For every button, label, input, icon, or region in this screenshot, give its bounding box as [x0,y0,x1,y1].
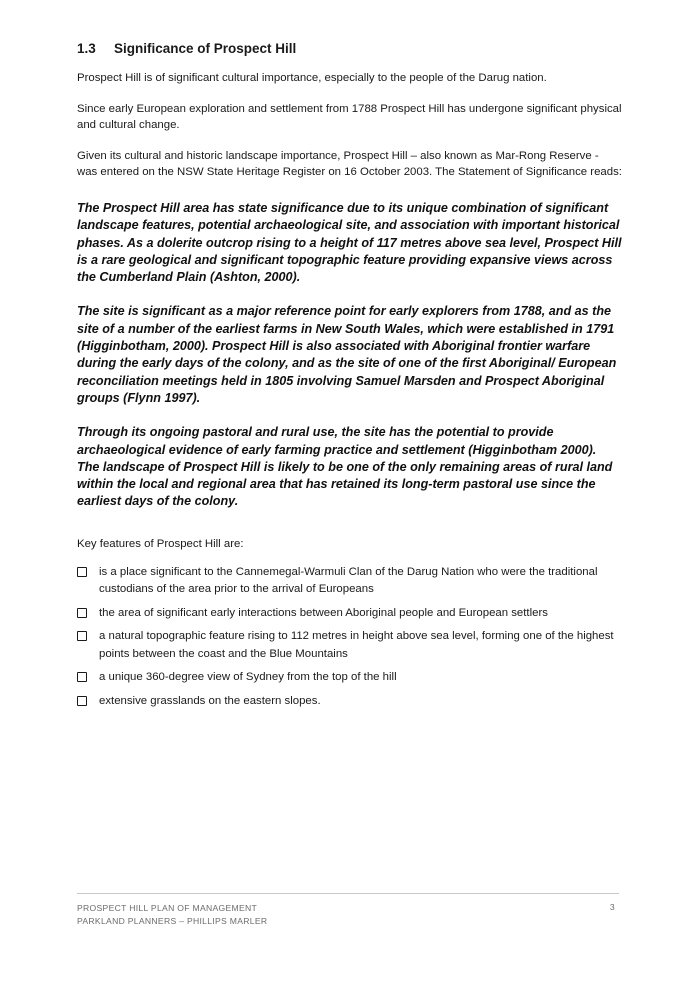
footer-authors: PARKLAND PLANNERS – PHILLIPS MARLER [77,915,268,926]
list-item [77,669,622,687]
list-item-text: is a place significant to the Cannemegal-Warmuli Clan of the Darug Nation who were the traditional custodians of the area prior to the arrival of Europeans [99,565,598,596]
section-number: 1.3 [77,41,96,56]
checkbox-bullet-icon [77,631,87,641]
list-item-text: extensive grasslands on the eastern slopes. [99,694,321,707]
statement-paragraph-landscape: The Prospect Hill area has state significance due to its unique combination of significant landscape features, potential archaeological site, and association with important historical phases. As a dolerite outcrop rising to a height of 117 metres above sea level, Prospect Hill is a rare geological and significant topographic feature providing expansive views across the Cumberland Plain (Ashton, 2000). [77,201,622,285]
page-footer [77,893,619,927]
footer-document-title: PROSPECT HILL PLAN OF MANAGEMENT [77,903,258,913]
checkbox-bullet-icon [77,696,87,706]
list-item [77,564,622,599]
heritage-paragraph: Given its cultural and historic landscape importance, Prospect Hill – also known as Mar-Rong Reserve - was entered on the NSW State Heritage Register on 16 October 2003. The Statement of Significance reads: [77,150,622,178]
list-item [77,628,622,663]
checkbox-bullet-icon [77,672,87,682]
page-content [77,38,622,716]
intro-paragraph: Prospect Hill is of significant cultural importance, especially to the people of the Darug nation. [77,72,547,84]
checkbox-bullet-icon [77,567,87,577]
list-item [77,693,622,711]
list-item-text: a unique 360-degree view of Sydney from the top of the hill [99,671,397,684]
checkbox-bullet-icon [77,608,87,618]
page-number: 3 [609,902,615,912]
statement-paragraph-pastoral: Through its ongoing pastoral and rural use, the site has the potential to provide archaeological evidence of early farming practice and settlement (Higginbotham 2000). The landscape of Prospect Hill is likely to be one of the only remaining areas of rural land within the local and regional area that has retained its long-term pastoral use since the earliest days of the colony. [77,425,613,509]
list-item [77,605,622,623]
section-heading [77,38,622,60]
list-item-text: a natural topographic feature rising to 112 metres in height above sea level, forming one of the highest points between the coast and the Blue Mountains [99,630,614,660]
history-paragraph: Since early European exploration and settlement from 1788 Prospect Hill has undergone significant physical and cultural change. [77,103,622,131]
key-features-intro: Key features of Prospect Hill are: [77,537,244,550]
key-features-list [77,564,622,711]
statement-paragraph-history: The site is significant as a major reference point for early explorers from 1788, and as the site of a number of the earliest farms in New South Wales, which were established in 1791 (Higginbotham, 2000). Prospect Hill is also associated with Aboriginal frontier warfare during the early days of the colony, and as the site of one of the first Aboriginal/ European reconciliation meetings held in 1805 involving Samuel Marsden and Prospect Aboriginal groups (Flynn 1997). [77,304,617,405]
section-title: Significance of Prospect Hill [114,41,297,56]
list-item-text: the area of significant early interactions between Aboriginal people and European settlers [99,606,548,619]
